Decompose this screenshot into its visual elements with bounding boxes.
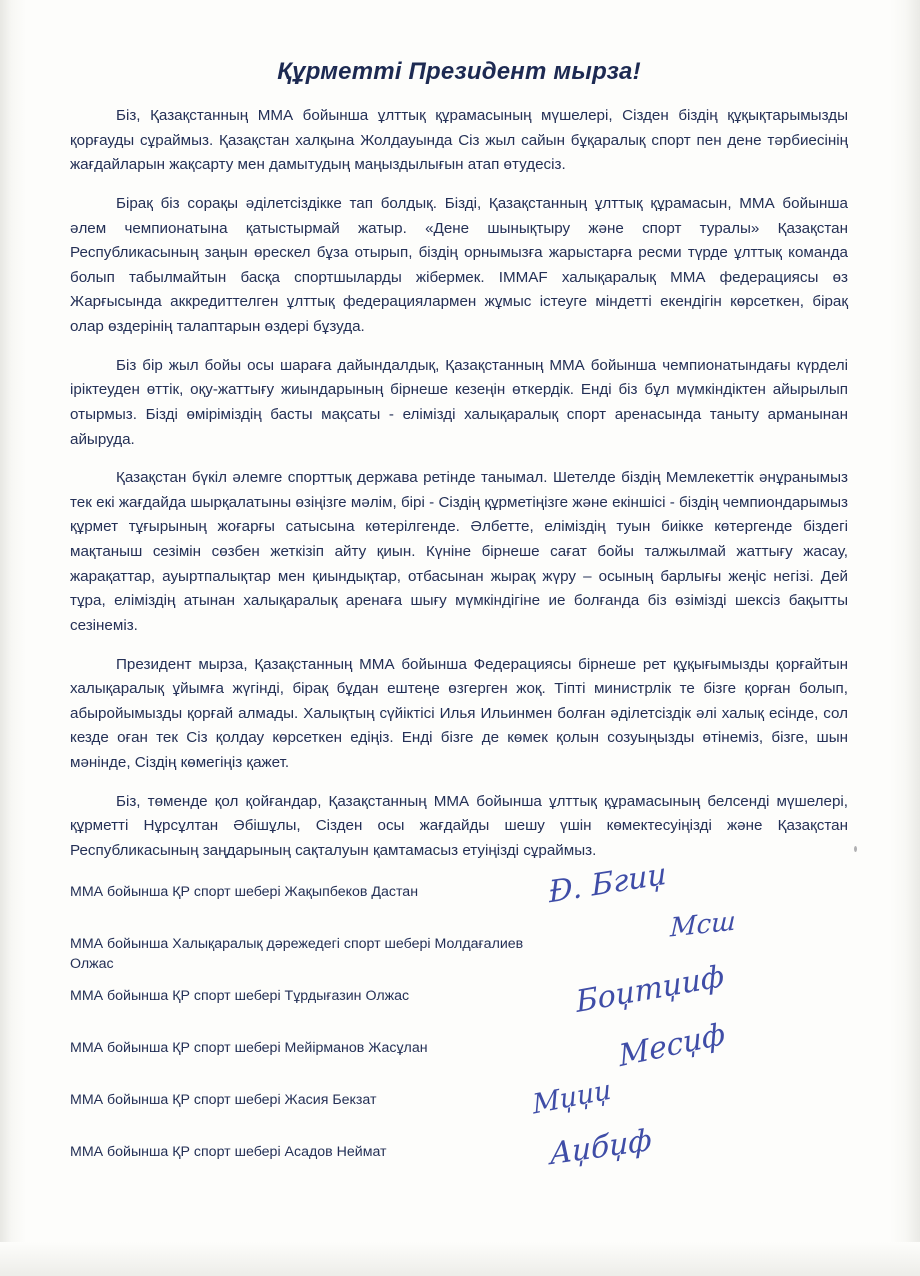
signature-list xyxy=(70,856,848,1182)
signature-row xyxy=(70,1122,848,1182)
paragraph-4: Қазақстан бүкіл әлемге спорттық держава ретінде танымал. Шетелде біздің Мемлекеттік әнұранымыз тек екі жағдайда шырқалатыны өзіңізге мәлім, бірі - Сіздің құрметіңізге және екіншісі - біздің чемпиондарымыз құрмет тұғырының жоғарғы сатысына көтерілгенде. Әлбетте, еліміздің туын биікке көтергенде біздегі мақтаныш сезімін сөзбен жеткізіп айту қиын. Күніне бірнеше сағат бойы талжылмай жаттығу жасау, жарақаттар, ауыртпалықтар мен қиындықтар, отбасынан жырақ жүру – осының барлығы жеңіс негізі. Дей тұра, еліміздің атынан халықаралық аренаға шығу мүмкіндігіне ие болғанда біз өзімізді шексіз бақытты сезінеміз. xyxy=(70,469,848,634)
paragraph-2: Бірақ біз сорақы әділетсіздікке тап болдық. Бізді, Қазақстанның ұлттық құрамасын, ММА бойынша әлем чемпионатына қатыстырмай жатыр. «Дене шынықтыру және спорт туралы» Қазақстан Республикасының заңын өрескел бұза отырып, біздің орнымызға жарыстарға ресми түрде ұлттық команда болып табылмайтын басқа спортшыларды жібермек. IMMAF халықаралық ММА федерациясы өз Жарғысында аккредиттелген ұлттық федерациялармен жұмыс істеуге міндетті екендігін көрсеткен, бірақ олар өздерінің талаптарын өздері бұзуда. xyxy=(70,194,848,335)
signatory-name: ММА бойынша ҚР спорт шебері Тұрдығазин Олжас xyxy=(70,987,410,1004)
handwritten-signature: Месџф xyxy=(617,1016,727,1075)
signatory-name: ММА бойынша ҚР спорт шебері Асадов Неймат xyxy=(70,1143,387,1160)
scan-shadow-bottom xyxy=(0,1242,920,1276)
signature-row xyxy=(70,1016,848,1078)
handwritten-signature: Мџџџ xyxy=(531,1074,613,1121)
handwritten-signature: Aџбџф xyxy=(550,1122,652,1173)
signatory-name: ММА бойынша ҚР спорт шебері Жақыпбеков Дастан xyxy=(70,883,419,900)
signature-row xyxy=(70,958,848,1026)
handwritten-signature: Ɖ. Бгиџ xyxy=(547,856,668,910)
signatory-name: ММА бойынша ҚР спорт шебері Жасия Бекзат xyxy=(70,1091,377,1108)
handwritten-signature: Боџтџиф xyxy=(574,958,726,1020)
signature-row xyxy=(70,1074,848,1130)
signature-row xyxy=(70,905,848,974)
paragraph-1: Біз, Қазақстанның ММА бойынша ұлттық құрамасының мүшелері, Сізден біздің құқықтарымызды қорғауды сұраймыз. Қазақстан халқына Жолдауында Сіз жыл сайын бұқаралық спорт пен дене тәрбиесінің жағдайларын жақсарту мен дамытудың маңыздылығын атап өтудесіз. xyxy=(70,107,848,174)
signatory-name: ММА бойынша Халықаралық дәрежедегі спорт шебері Молдағалиев Олжас xyxy=(70,935,524,972)
signature-row xyxy=(70,856,848,922)
paragraph-5: Президент мырза, Қазақстанның ММА бойынша Федерациясы бірнеше рет құқығымызды қорғайтын халықаралық ұйымға жүгінді, бірақ бұдан ештеңе өзгерген жоқ. Тіпті министрлік те бізге қорған болып, абыройымызды қорғай алмады. Халықтың сүйіктісі Илья Ильинмен болған әділетсіздік әлі халық есінде, сол кезде оған тек Сіз қолдау көрсеткен едіңіз. Енді бізге де көмек қолын созуыңызды өтінеміз, бізге, шын мәнінде, Сіздің көмегіңіз қажет. xyxy=(70,655,848,771)
document-title: Құрметті Президент мырза! xyxy=(277,58,641,85)
paragraph-6: Біз, төменде қол қойғандар, Қазақстанның ММА бойынша ұлттық құрамасының белсенді мүшелері, құрметті Нұрсұлтан Әбішұлы, Сізден осы жағдайды шешу үшін көмектесуіңізді және Қазақстан Республикасының заңдарының сақталуын қамтамасыз етуіңізді сұраймыз. xyxy=(70,792,848,859)
paragraph-3: Біз бір жыл бойы осы шараға дайындалдық, Қазақстанның ММА бойынша чемпионатындағы күрделі іріктеуден өттік, оқу-жаттығу жиындарының бірнеше кезеңін өткердік. Енді біз бұл мүмкіндіктен айырылып отырмыз. Бізді өміріміздің басты мақсаты - елімізді халықаралық спорт аренасында таныту арманынан айыруда. xyxy=(70,356,848,448)
handwritten-signature: Мсш xyxy=(669,905,737,944)
signatory-name: ММА бойынша ҚР спорт шебері Мейірманов Жасұлан xyxy=(70,1039,428,1056)
